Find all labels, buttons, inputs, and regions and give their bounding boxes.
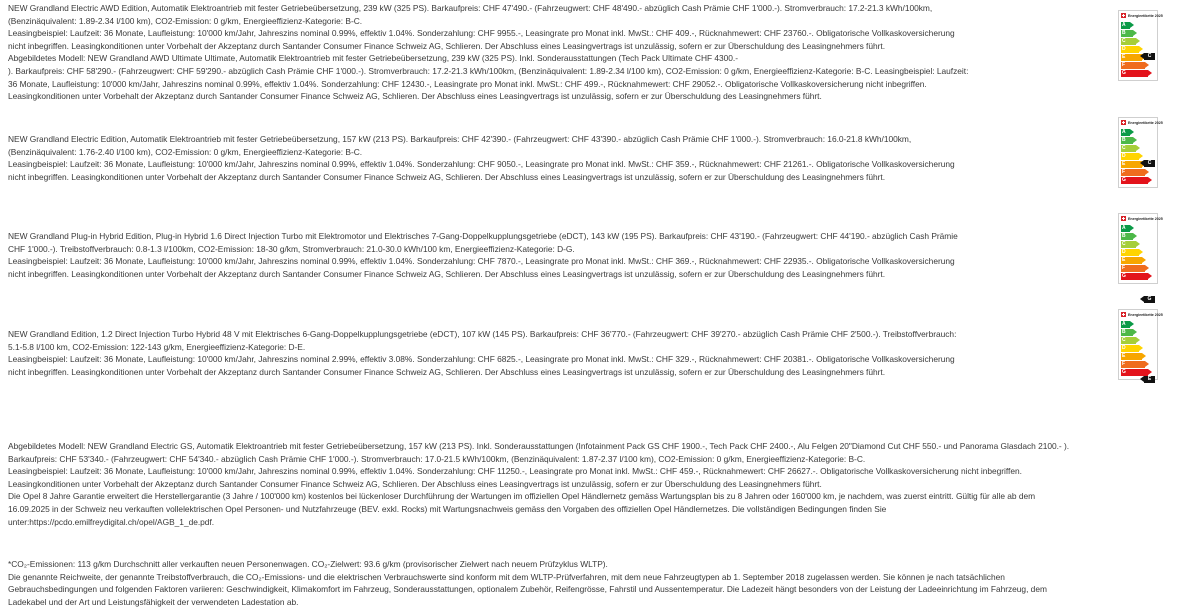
efficiency-bar-c: C	[1121, 145, 1136, 152]
text-line: 16.09.2025 in der Schweiz neu verkauften vollelektrischen Opel Personen- und Nutzfahrzeuge (BEV. exkl. Rocks) mit Wartungsnachweis gemäss den Vorgaben des offiziellen Opel Händlernetzes. Die vollständigen Bedingungen finden Sie	[8, 503, 887, 514]
efficiency-bar-e: E	[1121, 161, 1142, 168]
paragraph-grandland-edition-hybrid48	[8, 328, 956, 378]
text-line: NEW Grandland Plug-in Hybrid Edition, Plug-in Hybrid 1.6 Direct Injection Turbo mit Elektromotor und Elektrisches 7-Gang-Doppelkupplungsgetriebe (eDCT), 143 kW (195 PS). Barkaufpreis: CHF 43'190.- (Fahrzeugwert: CHF 44'190.- abzüglich Cash Prämie	[8, 231, 958, 241]
efficiency-bar-g: G	[1121, 369, 1148, 376]
efficiency-bar-g: G	[1121, 177, 1148, 184]
efficiency-bar-d: D	[1121, 46, 1139, 53]
text-line: nicht inbegriffen. Leasingkonditionen unter Vorbehalt der Akzeptanz durch Santander Consumer Finance Schweiz AG, Schlieren. Der Abschluss eines Leasingvertrags ist unzulässig, sofern er zur Überschuldung des Leasingnehmers führt.	[8, 268, 886, 279]
text-line: NEW Grandland Electric AWD Edition, Automatik Elektroantrieb mit fester Getriebeübersetzung, 239 kW (325 PS). Barkaufpreis: CHF 47'490.- (Fahrzeugwert: CHF 48'490.- abzüglich Cash Prämie CHF 1'000.-). Stromverbrauch: 17.2-21.3 kWh/100km,	[8, 3, 933, 13]
text-line: Abgebildetes Modell: NEW Grandland Electric GS, Automatik Elektroantrieb mit fester Getriebeübersetzung, 157 kW (213 PS). Inkl. Sonderausstattungen (Infotainment Pack GS CHF 1900.-, Tech Pack CHF 2400.-, Alu Felgen 20"Diamond Cut CHF 550.- und Panorama Glasdach 2100.- ).	[8, 441, 1070, 451]
energy-label-title: Energieetikette 2025	[1128, 13, 1163, 18]
swiss-flag-icon	[1121, 120, 1126, 125]
energy-label-title: Energieetikette 2025	[1128, 216, 1163, 221]
swiss-flag-icon	[1121, 312, 1126, 317]
text-line: *CO₂-Emissionen: 113 g/km Durchschnitt aller verkauften neuen Personenwagen. CO₂-Zielwert: 93.6 g/km (provisorischer Zielwert nach neuem Prüfzyklus WLTP).	[8, 559, 608, 569]
efficiency-bar-a: A	[1121, 22, 1130, 29]
efficiency-bar-g: G	[1121, 70, 1148, 77]
text-line: Leasingbeispiel: Laufzeit: 36 Monate, Laufleistung: 10'000 km/Jahr, Jahreszins nominal 2.99%, effektiv 3.08%. Sonderzahlung: CHF 6825.-, Leasingrate pro Monat inkl. MwSt.: CHF 329.-, Rücknahmewert: CHF 20381.-. Obligatorische Vollkaskoversicherung	[8, 354, 955, 365]
text-line: unter:https://pcdo.emilfreydigital.ch/opel/AGB_1_de.pdf.	[8, 516, 215, 527]
efficiency-bar-g: G	[1121, 273, 1148, 280]
text-line: nicht inbegriffen. Leasingkonditionen unter Vorbehalt der Akzeptanz durch Santander Consumer Finance Schweiz AG, Schlieren. Der Abschluss eines Leasingvertrags ist unzulässig, sofern er zur Überschuldung des Leasingnehmers führt.	[8, 171, 886, 182]
text-line: Leasingbeispiel: Laufzeit: 36 Monate, Laufleistung: 10'000 km/Jahr, Jahreszins nominal 0.99%, effektiv 1.04%. Sonderzahlung: CHF 7870.-, Leasingrate pro Monat inkl. MwSt.: CHF 369.-, Rücknahmewert: CHF 22935.-. Obligatorische Vollkaskoversicherung	[8, 256, 955, 267]
efficiency-bar-c: C	[1121, 241, 1136, 248]
efficiency-bar-e: E	[1121, 353, 1142, 360]
text-line: nicht inbegriffen. Leasingkonditionen unter Vorbehalt der Akzeptanz durch Santander Consumer Finance Schweiz AG, Schlieren. Der Abschluss eines Leasingvertrags ist unzulässig, sofern er zur Überschuldung des Leasingnehmers führt.	[8, 366, 886, 377]
text-line: Abgebildetes Modell: NEW Grandland AWD Ultimate Ultimate, Automatik Elektroantrieb mit fester Getriebeübersetzung, 239 kW (325 PS). Inkl. Sonderausstattungen (Tech Pack Ultimate CHF 4300.-	[8, 53, 738, 64]
text-line: Leasingbeispiel: Laufzeit: 36 Monate, Laufleistung: 10'000 km/Jahr, Jahreszins nominal 0.99%, effektiv 1.04%. Sonderzahlung: CHF 11250.-, Leasingrate pro Monat inkl. MwSt.: CHF 459.-, Rücknahmewert: CHF 26627.-. Obligatorische Vollkaskoversicherung nicht inbegriffen.	[8, 466, 1022, 477]
efficiency-rating-marker: C	[1144, 160, 1155, 167]
text-line: (Benzinäquivalent: 1.76-2.40 l/100 km), CO2-Emission: 0 g/km, Energieeffizienz-Kategorie: B-C.	[8, 146, 363, 157]
text-line: CHF 1'000.-). Treibstoffverbrauch: 0.8-1.3 l/100km, CO2-Emission: 18-30 g/km, Stromverbrauch: 21.0-30.0 kWh/100 km, Energieeffizienz-Kategorie: D-G.	[8, 243, 575, 254]
text-line: Leasingbeispiel: Laufzeit: 36 Monate, Laufleistung: 10'000 km/Jahr, Jahreszins nominal 0.99%, effektiv 1.04%. Sonderzahlung: CHF 9050.-, Leasingrate pro Monat inkl. MwSt.: CHF 359.-, Rücknahmewert: CHF 21261.-. Obligatorische Vollkaskoversicherung	[8, 159, 955, 170]
paragraph-grandland-electric-gs-and-warranty	[8, 440, 1069, 528]
paragraph-grandland-plugin-hybrid	[8, 230, 958, 280]
efficiency-bar-f: F	[1121, 62, 1145, 69]
efficiency-rating-marker: E	[1144, 376, 1155, 383]
text-line: nicht inbegriffen. Leasingkonditionen unter Vorbehalt der Akzeptanz durch Santander Consumer Finance Schweiz AG, Schlieren. Der Abschluss eines Leasingvertrags ist unzulässig, sofern er zur Überschuldung des Leasingnehmers führt.	[8, 40, 886, 51]
efficiency-bar-b: B	[1121, 233, 1133, 240]
efficiency-rating-marker: G	[1144, 296, 1155, 303]
text-line: Ladekabel und der Art und Leistungsfähigkeit der verwendeten Ladestation ab.	[8, 596, 299, 607]
text-line: NEW Grandland Edition, 1.2 Direct Injection Turbo Hybrid 48 V mit Elektrisches 6-Gang-Doppelkupplungsgetriebe (eDCT), 107 kW (145 PS). Barkaufpreis: CHF 36'770.- (Fahrzeugwert: CHF 39'270.- abzüglich Cash Prämie CHF 2'500.-). Treibstoffverbrauch:	[8, 329, 957, 339]
efficiency-bar-d: D	[1121, 249, 1139, 256]
energy-label	[1118, 117, 1163, 188]
text-line: 36 Monate, Laufleistung: 10'000 km/Jahr, Jahreszins nominal 0.99%, effektiv 1.04%. Sonderzahlung: CHF 12430.-, Leasingrate pro Monat inkl. MwSt.: CHF 499.-, Rücknahmewert: CHF 29052.-. Obligatorische Vollkaskoversicherung nicht inbegriffen.	[8, 78, 927, 89]
energy-label-title: Energieetikette 2025	[1128, 120, 1163, 125]
swiss-flag-icon	[1121, 13, 1126, 18]
paragraph-co2-and-wltp-footnote	[8, 558, 1047, 608]
efficiency-bar-b: B	[1121, 329, 1133, 336]
efficiency-bar-e: E	[1121, 54, 1142, 61]
efficiency-bar-b: B	[1121, 30, 1133, 37]
text-line: Leasingkonditionen unter Vorbehalt der Akzeptanz durch Santander Consumer Finance Schweiz AG, Schlieren. Der Abschluss eines Leasingvertrags ist unzulässig, sofern er zur Überschuldung des Leasingnehmers führt.	[8, 91, 822, 102]
efficiency-bar-b: B	[1121, 137, 1133, 144]
energy-label-title: Energieetikette 2025	[1128, 312, 1163, 317]
efficiency-bar-e: E	[1121, 257, 1142, 264]
efficiency-bar-f: F	[1121, 169, 1145, 176]
text-line: Leasingbeispiel: Laufzeit: 36 Monate, Laufleistung: 10'000 km/Jahr, Jahreszins nominal 0.99%, effektiv 1.04%. Sonderzahlung: CHF 9955.-, Leasingrate pro Monat inkl. MwSt.: CHF 409.-, Rücknahmewert: CHF 23760.-. Obligatorische Vollkaskoversicherung	[8, 28, 955, 39]
efficiency-rating-marker: C	[1144, 53, 1155, 60]
efficiency-bar-c: C	[1121, 337, 1136, 344]
energy-label	[1118, 213, 1163, 302]
efficiency-bar-f: F	[1121, 265, 1145, 272]
efficiency-bar-a: A	[1121, 225, 1130, 232]
energy-label	[1118, 309, 1163, 382]
efficiency-bar-f: F	[1121, 361, 1145, 368]
text-line: 5.1-5.8 l/100 km, CO2-Emission: 122-143 g/km, Energieeffizienz-Kategorie: D-E.	[8, 341, 306, 352]
swiss-flag-icon	[1121, 216, 1126, 221]
text-line: Barkaufpreis: CHF 53'340.- (Fahrzeugwert: CHF 54'340.- abzüglich Cash Prämie CHF 1'000.-). Stromverbrauch: 17.0-21.5 kWh/100km, (Benzinäquivalent: 1.87-2.37 l/100 km), CO2-Emission: 0 g/km, Energieeffizienz-Kategorie: B-C.	[8, 453, 866, 464]
text-line: ). Barkaufpreis: CHF 58'290.- (Fahrzeugwert: CHF 59'290.- abzüglich Cash Prämie CHF 1'000.-). Stromverbrauch: 17.2-21.3 kWh/100km, (Benzinäquivalent: 1.89-2.34 l/100 km), CO2-Emission: 0 g/km, Energieeffizienz-Kategorie: B-C. Leasingbeispiel: Laufzeit:	[8, 65, 969, 76]
efficiency-bar-d: D	[1121, 345, 1139, 352]
efficiency-bar-c: C	[1121, 38, 1136, 45]
efficiency-bar-a: A	[1121, 321, 1130, 328]
text-line: Gebrauchsbedingungen und folgenden Faktoren variieren: Geschwindigkeit, Klimakomfort im Fahrzeug, Sonderausstattungen, optionalem Zubehör, Reifengrösse, Fahrstil und Aussentemperatur. Die Ladezeit hängt besonders von der Leistung der Ladeeinrichtung im Fahrzeug, dem	[8, 584, 1047, 595]
energy-label	[1118, 10, 1163, 81]
paragraph-grandland-electric-awd	[8, 2, 968, 103]
text-line: NEW Grandland Electric Edition, Automatik Elektroantrieb mit fester Getriebeübersetzung, 157 kW (213 PS). Barkaufpreis: CHF 42'390.- (Fahrzeugwert: CHF 43'390.- abzüglich Cash Prämie CHF 1'000.-). Stromverbrauch: 16.0-21.8 kWh/100km,	[8, 134, 912, 144]
text-line: Die genannte Reichweite, der genannte Treibstoffverbrauch, die CO₂-Emissions- und die elektrischen Verbrauchswerte sind konform mit dem WLTP-Prüfverfahren, mit dem neue Fahrzeugtypen ab 1. September 2018 zugelassen werden. Sie können je nach tatsächlichen	[8, 571, 1005, 582]
efficiency-bar-d: D	[1121, 153, 1139, 160]
text-line: Leasingkonditionen unter Vorbehalt der Akzeptanz durch Santander Consumer Finance Schweiz AG, Schlieren. Der Abschluss eines Leasingvertrags ist unzulässig, sofern er zur Überschuldung des Leasingnehmers führt.	[8, 478, 822, 489]
paragraph-grandland-electric-edition	[8, 133, 955, 183]
efficiency-bar-a: A	[1121, 129, 1130, 136]
text-line: Die Opel 8 Jahre Garantie erweitert die Herstellergarantie (3 Jahre / 100'000 km) kostenlos bei lückenloser Durchführung der Wartungen im offiziellen Opel Händlernetz gemäss Wartungsplan bis zu 8 Jahren oder 160'000 km, je nachdem, was zuerst eintritt. Gültig für alle ab dem	[8, 491, 1036, 502]
text-line: (Benzinäquivalent: 1.89-2.34 l/100 km), CO2-Emission: 0 g/km, Energieeffizienz-Kategorie: B-C.	[8, 15, 363, 26]
